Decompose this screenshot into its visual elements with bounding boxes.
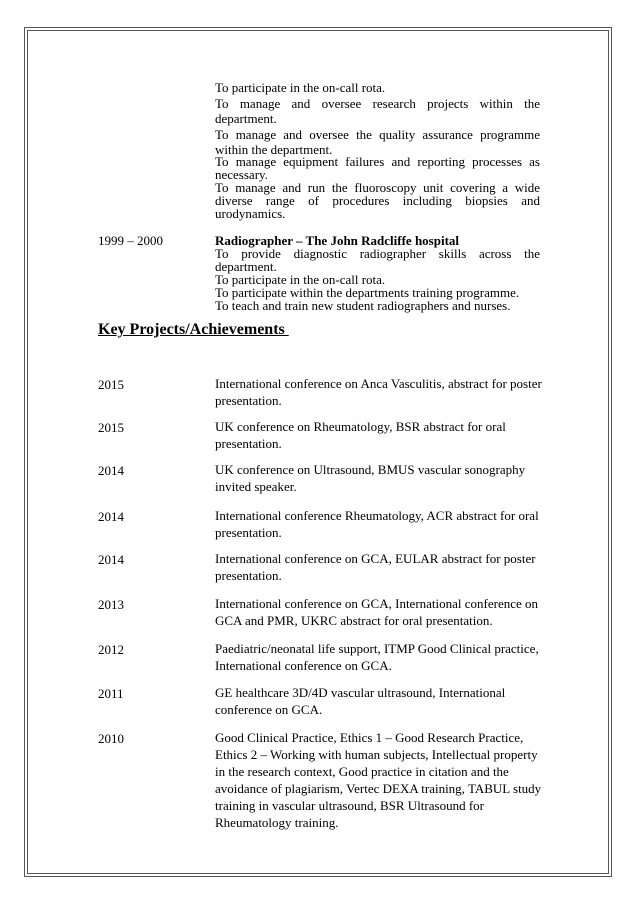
duty-line: To manage and oversee research projects within the: [215, 96, 540, 111]
job-title: Radiographer – The John Radcliffe hospital: [215, 233, 460, 248]
duty-line: urodynamics.: [215, 206, 286, 221]
job-dates: 1999 – 2000: [98, 233, 163, 248]
achievement-text: Paediatric/neonatal life support, ITMP Good Clinical practice, International conference on GCA.: [215, 641, 539, 673]
duty-line: To manage and run the fluoroscopy unit covering a wide: [215, 180, 540, 195]
job-duty-line: To teach and train new student radiographers and nurses.: [215, 298, 511, 313]
achievement-text: Good Clinical Practice, Ethics 1 – Good Research Practice, Ethics 2 – Working with human subjects, Intellectual property in the research context, Good practice in citation and the avoidance of plagiarism, Vertec DEXA training, TABUL study training in vascular ultrasound, BSR Ultrasound for Rheumatology training.: [215, 730, 542, 830]
duty-line: To manage equipment failures and reporting processes as: [215, 154, 540, 169]
achievement-year: 2015: [98, 420, 124, 435]
achievement-text: International conference on GCA, EULAR abstract for poster presentation.: [215, 551, 536, 583]
job-duty-line: To participate within the departments training programme.: [215, 285, 520, 300]
achievement-text: International conference on GCA, International conference on GCA and PMR, UKRC abstract for oral presentation.: [215, 596, 539, 628]
duty-line: diverse range of procedures including biopsies and: [215, 193, 540, 208]
achievement-year: 2012: [98, 642, 124, 657]
achievement-text: International conference on Anca Vasculitis, abstract for poster presentation.: [215, 376, 542, 408]
achievement-year: 2015: [98, 377, 124, 392]
achievement-text: UK conference on Rheumatology, BSR abstract for oral presentation.: [215, 419, 506, 451]
achievement-text: GE healthcare 3D/4D vascular ultrasound, International conference on GCA.: [215, 685, 506, 717]
achievement-text: International conference Rheumatology, ACR abstract for oral presentation.: [215, 508, 539, 540]
duty-line: within the department.: [215, 142, 333, 157]
duty-line: department.: [215, 111, 277, 126]
job-duty-line: department.: [215, 259, 277, 274]
section-heading: Key Projects/Achievements: [98, 321, 289, 338]
achievement-year: 2010: [98, 731, 124, 746]
duty-line: necessary.: [215, 167, 268, 182]
achievement-text: UK conference on Ultrasound, BMUS vascular sonography invited speaker.: [215, 462, 526, 494]
achievement-year: 2011: [98, 686, 124, 701]
achievement-year: 2014: [98, 463, 124, 478]
duty-line: To manage and oversee the quality assurance programme: [215, 127, 540, 142]
achievement-year: 2014: [98, 552, 124, 567]
duty-line: To participate in the on-call rota.: [215, 80, 386, 95]
job-duty-line: To provide diagnostic radiographer skills across the: [215, 246, 540, 261]
achievement-year: 2014: [98, 509, 124, 524]
achievement-year: 2013: [98, 597, 124, 612]
job-duty-line: To participate in the on-call rota.: [215, 272, 386, 287]
